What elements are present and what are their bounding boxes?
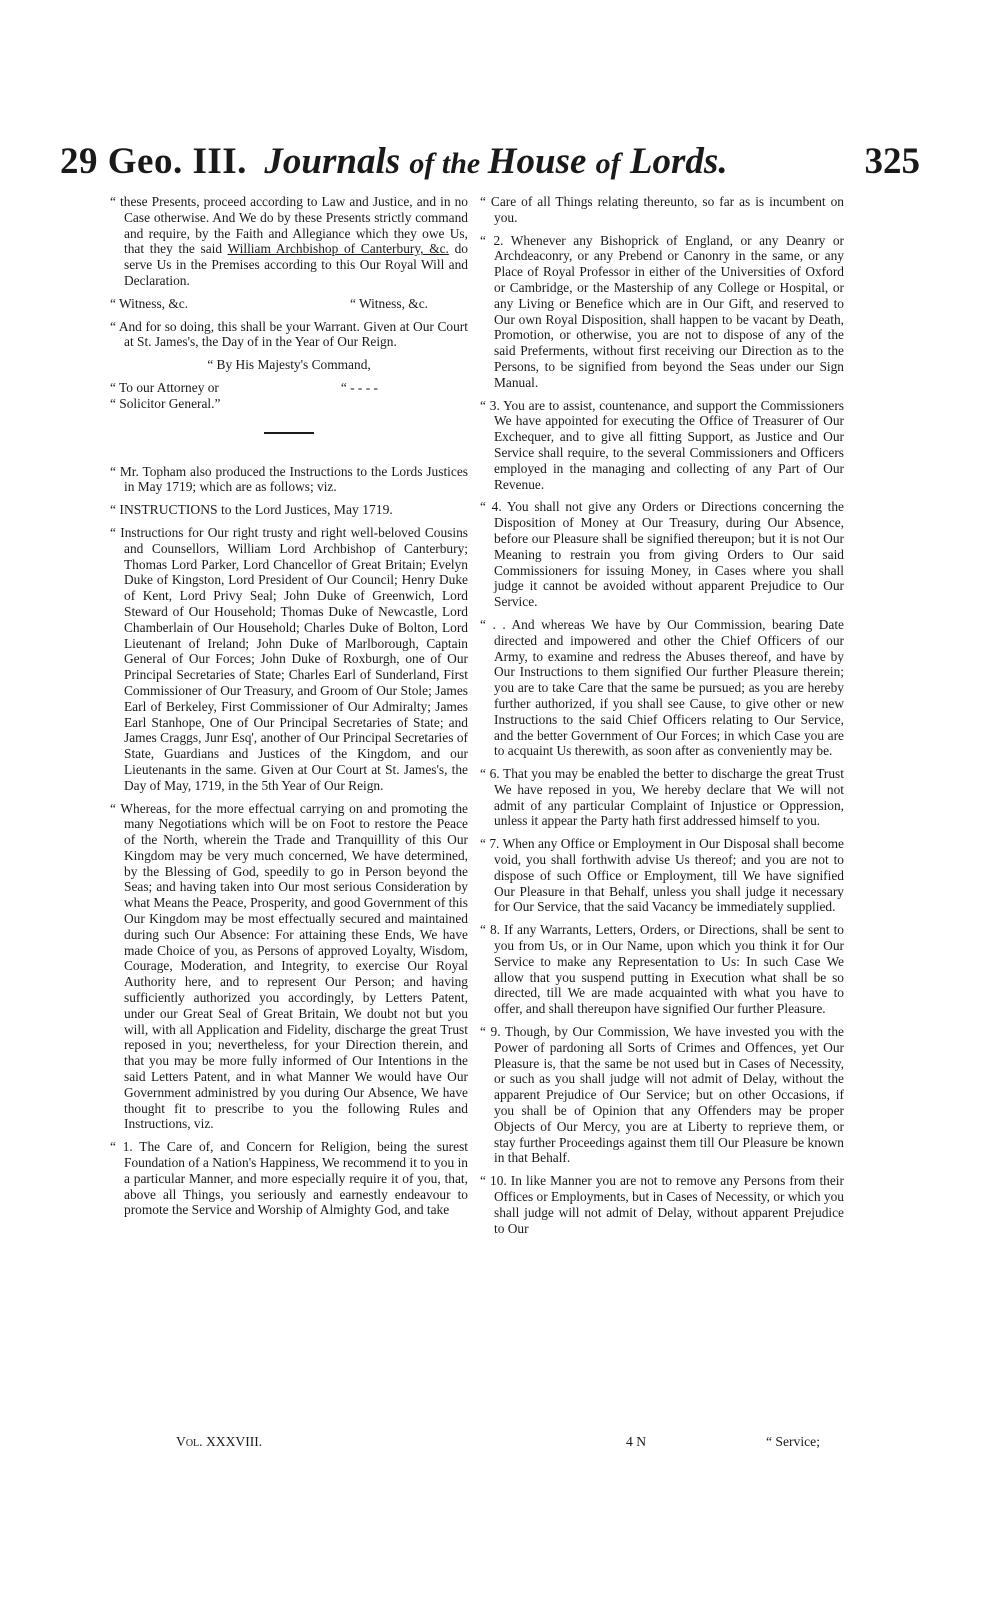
witness-left: “ Witness, &c. (110, 295, 189, 311)
paragraph: “ Care of all Things relating thereunto, so far as is incumbent on you. (480, 194, 844, 225)
paragraph: “ 8. If any Warrants, Letters, Orders, or Directions, shall be sent to you from Us, or in Our Name, upon which you think it for Our Service to make any Representation to Us: In such Case We allow that you suspend putting in Execution what shall be so directed, till We are made acquainted with what you have to offer, and shall thereupon have signified Our further Pleasure. (480, 922, 844, 1017)
title-part: the (434, 147, 488, 180)
paragraph: “ 9. Though, by Our Commission, We have invested you with the Power of pardoning all Sorts of Crimes and Offences, yet Our Pleasure is, that the same be not used but in Cases of Necessity, or such as you shall judge will not admit of Delay, without the apparent Prejudice of Our Service; but on other Occasions, if you shall be of Opinion that any Offenders may be proper Objects of Our Mercy, you are at Liberty to reprieve them, or stay further Proceedings against them till Our Pleasure be known in that Behalf. (480, 1024, 844, 1166)
title-part: of (595, 147, 621, 180)
paragraph: “ Mr. Topham also produced the Instructions to the Lords Justices in May 1719; which are as follows; viz. (110, 463, 468, 495)
section-divider (264, 432, 314, 434)
title-part: House (487, 141, 596, 182)
regnal-year: 29 Geo. III. (60, 141, 247, 182)
solicitor-line: “ Solicitor General.” (110, 395, 221, 411)
paragraph: “ 4. You shall not give any Orders or Directions concerning the Disposition of Money at Our Treasury, during Our Absence, before our Pleasure shall be signified thereupon; but it is not Our Meaning to restrain you from giving Orders to Our said Commissioners for issuing Money, in Cases where you shall judge it cannot be avoided without apparent Prejudice to Our Service. (480, 499, 844, 610)
page-footer (0, 1434, 992, 1454)
title-part: Lords. (620, 141, 728, 182)
paragraph: “ 7. When any Office or Employment in Our Disposal shall become void, you shall forthwith advise Us thereof; and you are not to dispose of such Office or Employment, till We have signified Our Pleasure in that Behalf, unless you shall judge it necessary for Our Service, that the said Vacancy be immediately supplied. (480, 836, 844, 915)
paragraph: “ 2. Whenever any Bishoprick of England, or any Deanry or Archdeaconry, or any Prebend or Canonry in the same, or any Place of Royal Professor in either of the Universities of Oxford or Cambridge, or the Mastership of any College or Hospital, or any Living or Benefice which are in Our Gift, and reserved to Our own Royal Disposition, shall happen to be vacant by Death, Promotion, or otherwise, you are not to dispose of any of the said Preferments, without first receiving our Direction as to the Persons, to be signified from beyond the Seas under our Sign Manual. (480, 232, 844, 390)
catchword: “ Service; (766, 1434, 820, 1449)
paragraph-text: “ these Presents, proceed according to Law and Justice, and in no Case otherwise. And We do by these Presents strictly command and require, by the Faith and Allegiance which they owe Us, that they the said (110, 194, 468, 257)
paragraph-text: do serve Us in the Premises according to this Our Royal Will and Declaration. (124, 241, 468, 288)
journal-title (0, 140, 992, 183)
left-column (110, 194, 468, 1225)
volume-number: Vol. XXXVIII. (176, 1434, 263, 1449)
attorney-right: “ - - - - (340, 379, 378, 395)
paragraph: “ And for so doing, this shall be your Warrant. Given at Our Court at St. James's, the Day of in the Year of Our Reign. (110, 318, 468, 350)
right-column (480, 194, 844, 1243)
page-header (0, 140, 992, 190)
paragraph: “ Instructions for Our right trusty and right well-beloved Cousins and Counsellors, William Lord Archbishop of Canterbury; Thomas Lord Parker, Lord Chancellor of Great Britain; Evelyn Duke of Kingston, Lord President of Our Council; Henry Duke of Kent, Lord Privy Seal; John Duke of Greenwich, Lord Steward of Our Household; Thomas Duke of Newcastle, Lord Chamberlain of Our Household; Charles Duke of Bolton, Lord Lieutenant of Ireland; John Duke of Marlborough, Captain General of Our Forces; John Duke of Roxburgh, one of Our Principal Secretaries of State; Charles Earl of Sunderland, First Commissioner of Our Treasury, and Groom of Our Stole; James Earl of Berkeley, First Commissioner of Our Admiralty; James Earl Stanhope, One of Our Principal Secretaries of State; and James Craggs, Junr Esq', another of Our Principal Secretaries of State, Guardians and Justices of the Kingdom, and our Lieutenants in the same. Given at Our Court at St. James's, the Day of May, 1719, in the 5th Year of Our Reign. (110, 524, 468, 793)
paragraph: “ . . And whereas We have by Our Commission, bearing Date directed and impowered and other the Chief Officers of our Army, to examine and redress the Abuses thereof, and have by Our Instructions to them signified Our further Pleasure therein; you are to take Care that the same be pursued; as you are hereby further authorized, if you shall see Cause, to give other or new Instructions to the said Chief Officers relating to Our Service, and the better Government of Our Forces; in which Case you are to acquaint Us therewith, as soon after as conveniently may be. (480, 616, 844, 759)
paragraph: “ Whereas, for the more effectual carrying on and promoting the many Negotiations which will be on Foot to restore the Peace of the North, wherein the Trade and Tranquillity of this Our Kingdom may be very much concerned, We have determined, by the Blessing of God, speedily to go in Person beyond the Seas; and having taken into Our most serious Consideration by what Means the Peace, Prosperity, and good Government of this Our Kingdom may be most effectually secured and maintained during such Our Absence: For attaining these Ends, We have made Choice of you, as Persons of approved Loyalty, Wisdom, Courage, Moderation, and Integrity, to exercise Our Royal Authority here, and to represent Our Person; and having sufficiently authorized you accordingly, by Letters Patent, under our Great Seal of Great Britain, We doubt not but you will, with all Application and Fidelity, discharge the great Trust reposed in you; nevertheless, for your Direction therein, and that you may be more fully informed of Our Intentions in the said Letters Patent, and in what Manner We would have Our Government administred by you during Our Absence, We have thought fit to prescribe to you the following Rules and Instructions, viz. (110, 800, 468, 1132)
title-part: Journals (264, 141, 410, 182)
command-line: “ By His Majesty's Command, (207, 357, 371, 373)
page-number: 325 (864, 141, 920, 182)
signature-mark: 4 N (626, 1434, 647, 1449)
paragraph: “ 1. The Care of, and Concern for Religion, being the surest Foundation of a Nation's Happiness, We recommend it to you in a particular Manner, and more especially require it of you, that, above all Things, you seriously and earnestly endeavour to promote the Service and Worship of Almighty God, and take (110, 1139, 468, 1218)
paragraph: “ 6. That you may be enabled the better to discharge the great Trust We have reposed in you, We hereby declare that We will not admit of any particular Complaint of Injustice or Oppression, unless it appear the Party hath first addressed himself to you. (480, 766, 844, 829)
attorney-line (110, 380, 468, 396)
paragraph (110, 194, 468, 289)
paragraph: “ 10. In like Manner you are not to remove any Persons from their Offices or Employments, but in Cases of Necessity, or which you shall judge will not admit of Delay, without apparent Prejudice to Our (480, 1173, 844, 1236)
underlined-name: William Archbishop of Canterbury, &c. (227, 241, 449, 257)
witness-line (110, 296, 468, 312)
witness-right: “ Witness, &c. (349, 295, 428, 311)
paragraph: “ 3. You are to assist, countenance, and support the Commissioners We have appointed for executing the Office of Treasurer of Our Exchequer, and to give all fitting Support, as Justice and Our Service shall require, to the several Commissioners and Officers employed in the managing and collecting of any Part of Our Revenue. (480, 397, 844, 492)
attorney-left: “ To our Attorney or (110, 379, 219, 395)
title-part: of (409, 147, 435, 180)
section-heading: “ INSTRUCTIONS to the Lord Justices, May 1719. (110, 502, 393, 518)
